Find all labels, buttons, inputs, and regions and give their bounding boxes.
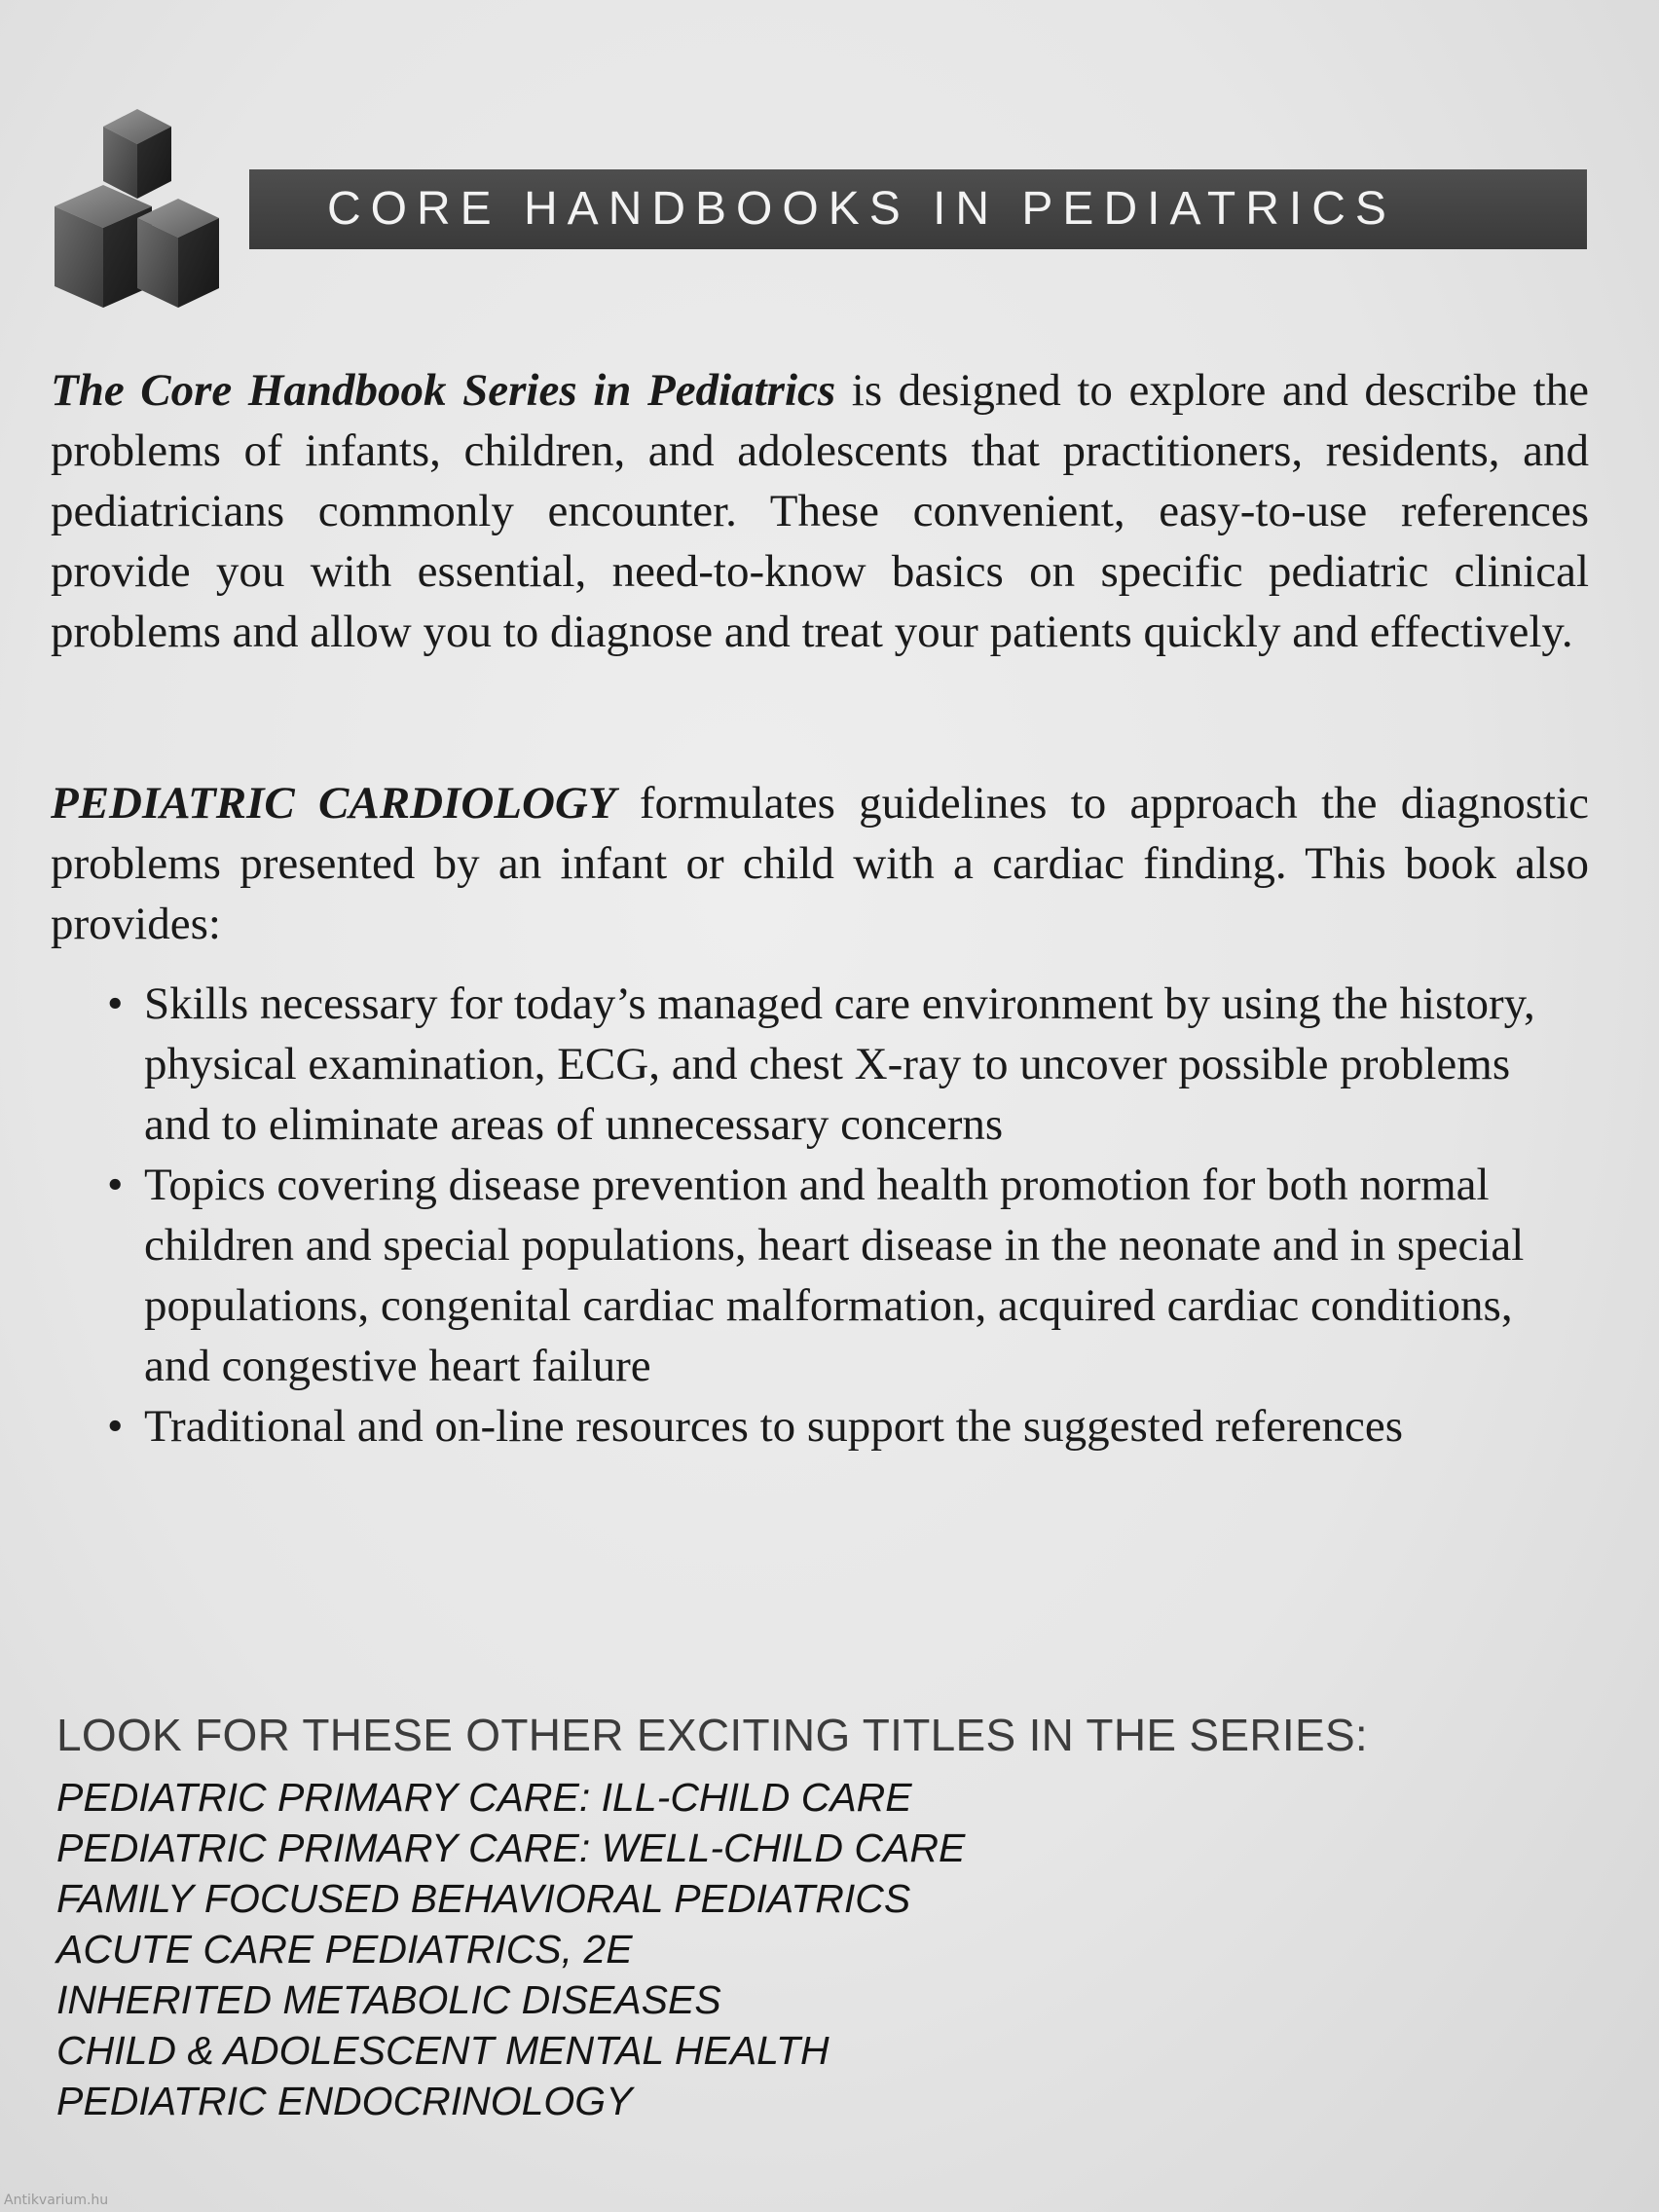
list-item: FAMILY FOCUSED BEHAVIORAL PEDIATRICS xyxy=(56,1876,911,1921)
watermark: Antikvarium.hu xyxy=(4,2193,109,2208)
series-intro-paragraph xyxy=(51,360,1589,662)
features-list xyxy=(107,974,1548,1456)
book-title: PEDIATRIC CARDIOLOGY xyxy=(51,778,616,829)
list-item-text: Skills necessary for today’s managed care environment by using the history, physical examination, ECG, and chest X-ray to uncover possible problems and to eliminate areas of unnecessary concerns xyxy=(144,978,1535,1150)
other-titles-list xyxy=(56,1772,1595,2126)
list-item-text: Topics covering disease prevention and health promotion for both normal children and special populations, heart disease in the neonate and in special populations, congenital cardiac malformation, acquired cardiac conditions, and congestive heart failure xyxy=(144,1160,1525,1391)
list-item xyxy=(107,1155,1548,1396)
list-item xyxy=(107,974,1548,1155)
series-header xyxy=(55,109,1587,309)
book-description-text: formulates guidelines to approach the diagnostic problems presented by an infant or child with a cardiac finding. This book also provides: xyxy=(51,778,1589,949)
series-intro-text: is designed to explore and describe the problems of infants, children, and adolescents that practitioners, residents, and pediatricians commonly encounter. These convenient, easy-to-use references provide you with essential, need-to-know basics on specific pediatric clinical problems and allow you to diagnose and treat your patients quickly and effectively. xyxy=(51,365,1589,657)
bullet-icon: • xyxy=(107,1160,124,1210)
list-item: ACUTE CARE PEDIATRICS, 2E xyxy=(56,1927,633,1972)
list-item-text: Traditional and on-line resources to support the suggested references xyxy=(144,1401,1404,1452)
other-titles-section xyxy=(56,1706,1595,2126)
list-item: PEDIATRIC ENDOCRINOLOGY xyxy=(56,2079,633,2123)
book-description-paragraph xyxy=(51,773,1589,954)
other-titles-heading: LOOK FOR THESE OTHER EXCITING TITLES IN THE SERIES: xyxy=(56,1710,1369,1760)
stacked-cubes-icon xyxy=(55,109,220,309)
list-item xyxy=(107,1396,1548,1456)
list-item: INHERITED METABOLIC DISEASES xyxy=(56,1977,721,2022)
list-item: CHILD & ADOLESCENT MENTAL HEALTH xyxy=(56,2028,830,2073)
bullet-icon: • xyxy=(107,978,124,1029)
series-name: The Core Handbook Series in Pediatrics xyxy=(51,365,836,416)
bullet-icon: • xyxy=(107,1401,124,1452)
list-item: PEDIATRIC PRIMARY CARE: ILL-CHILD CARE xyxy=(56,1775,912,1820)
list-item: PEDIATRIC PRIMARY CARE: WELL-CHILD CARE xyxy=(56,1825,966,1870)
series-title-bar xyxy=(249,169,1587,249)
series-title: CORE HANDBOOKS IN PEDIATRICS xyxy=(327,183,1396,235)
